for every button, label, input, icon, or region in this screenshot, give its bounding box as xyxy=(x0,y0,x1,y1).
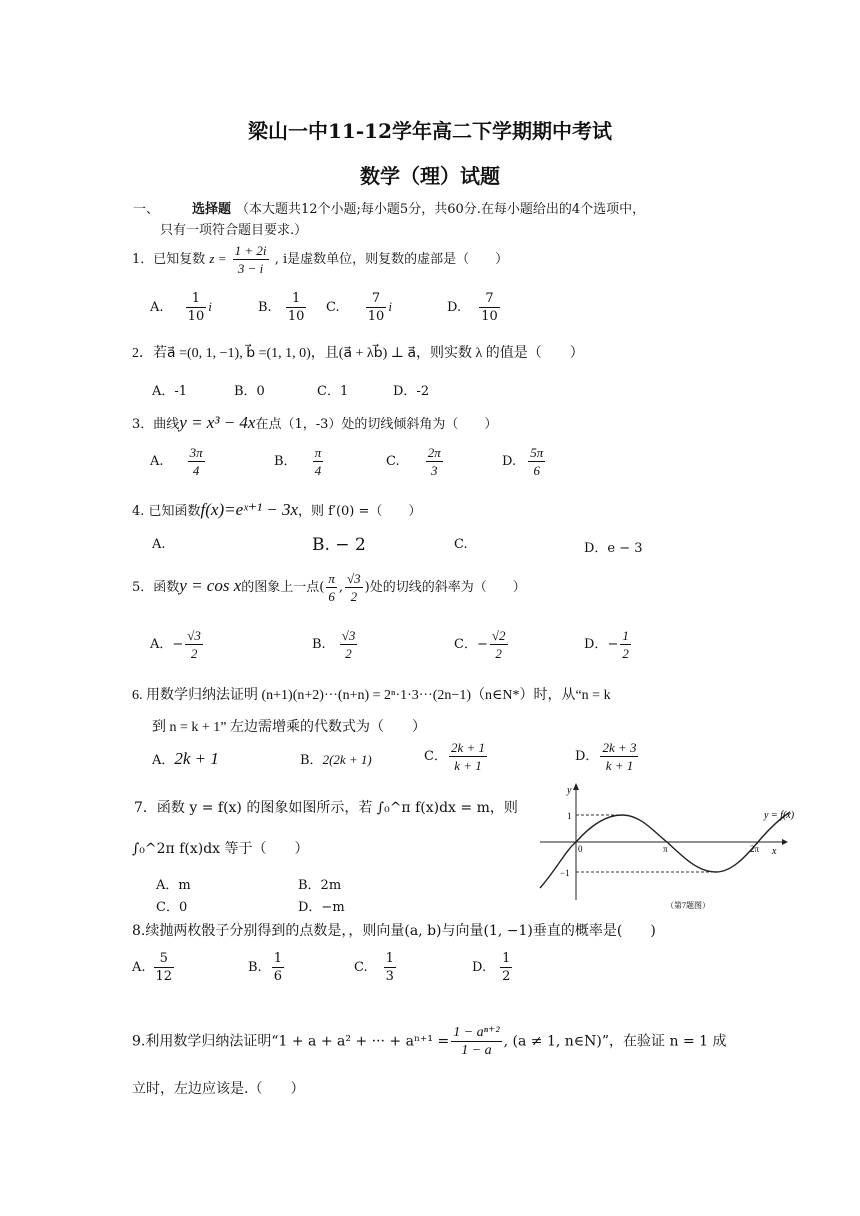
section-name: 选择题 xyxy=(192,202,232,217)
question-6-line-1: 6. 用数学归纳法证明 (n+1)(n+2)···(n+n) = 2ⁿ·1·3···(2n−1)（n∈N*）时，从“n = k xyxy=(132,688,611,703)
q3-option-b[interactable]: B． $\frac{\pi}{4}$ xyxy=(274,445,322,478)
q7-function-graph xyxy=(536,780,816,915)
section-desc-2: 只有一项符合题目要求.） xyxy=(160,223,308,238)
y-axis-label: y xyxy=(567,785,572,796)
q3-option-d[interactable]: D. $\frac{5\pi}{6}$ xyxy=(502,445,544,478)
x-axis-arrow xyxy=(782,839,788,845)
q5-option-b[interactable]: B. $\frac{√3}{2}$ xyxy=(312,628,356,661)
page-subtitle: 数学（理）试题 xyxy=(360,164,500,188)
q3-option-c[interactable]: C. $\frac{2\pi}{3}$ xyxy=(386,445,441,478)
tick-1: 1 xyxy=(567,811,572,821)
page-title: 梁山一中11-12学年高二下学期期中考试 xyxy=(248,119,612,143)
section-desc-1: （本大题共12个小题;每小题5分，共60分.在每小题给出的4个选项中， xyxy=(236,202,646,217)
q5-option-d[interactable]: D．− $\frac{1}{2}$ xyxy=(584,628,629,661)
question-8: 8.续抛两枚骰子分别得到的点数是，，则向量(a, b)与向量(1, −1)垂直的概率是( ) xyxy=(132,923,656,939)
question-5: 5．函数y = cos x的图象上一点( $\frac{\pi}{6}$ , $\frac{√3}{2}$ )处的切线的斜率为（ ） xyxy=(132,571,526,604)
q8-option-a[interactable]: A. $\frac{5}{12}$ xyxy=(132,951,173,984)
q8-option-b[interactable]: B. $\frac{1}{6}$ xyxy=(248,951,282,984)
q4-option-c[interactable]: C. xyxy=(454,537,468,552)
q8-option-c[interactable]: C. $\frac{1}{3}$ xyxy=(354,951,394,984)
question-3: 3．曲线y = x³ − 4x在点（1，-3）处的切线倾斜角为（ ） xyxy=(132,413,498,432)
tick-2pi: 2π xyxy=(750,844,760,854)
origin-label: 0 xyxy=(578,844,583,854)
question-9-line-2: 立时，左边应该是.（ ） xyxy=(132,1081,305,1097)
q4-option-b[interactable]: B. − 2 xyxy=(312,535,366,555)
q6-option-d[interactable]: D． $\frac{2k + 3}{k + 1}$ xyxy=(575,740,637,773)
tick-pi: π xyxy=(663,844,668,854)
q4-option-a[interactable]: A. xyxy=(152,537,166,552)
figure-caption: （第7题图） xyxy=(666,901,710,910)
q2-option-a[interactable]: A．-1 xyxy=(152,384,188,399)
q1-option-c[interactable]: C. $\frac{7}{10}$ i xyxy=(326,291,392,324)
q2-option-c[interactable]: C．1 xyxy=(317,384,349,399)
question-2: 2．若a⃗ =(0, 1, −1), b⃗ =(1, 1, 0)，且(a⃗ + λb⃗) ⊥ a⃗，则实数 λ 的值是（ ） xyxy=(132,346,584,361)
curve-label: y = f(x) xyxy=(764,810,795,821)
question-4: 4. 已知函数f(x)=eˣ⁺¹ − 3x，则 f′(0) =（ ） xyxy=(132,500,422,519)
question-1: 1．已知复数 z = $\frac{1 + 2i}{3 - i}$ , i是虚数单位，则复数的虚部是（ ） xyxy=(132,243,509,276)
q7-option-d[interactable]: D．−m xyxy=(298,900,345,915)
q7-option-b[interactable]: B．2m xyxy=(298,878,342,893)
q4-option-d[interactable]: D．e − 3 xyxy=(584,541,643,556)
q1-option-b[interactable]: B. $\frac{1}{10}$ xyxy=(258,291,305,324)
q5-option-c[interactable]: C．− $\frac{√2}{2}$ xyxy=(454,628,506,661)
q6-option-c[interactable]: C． $\frac{2k + 1}{k + 1}$ xyxy=(424,740,485,773)
question-7-line-2: ∫₀^2π f(x)dx 等于（ ） xyxy=(132,841,309,857)
q1-option-d[interactable]: D. $\frac{7}{10}$ xyxy=(447,291,498,324)
q6-option-a[interactable]: A．2k + 1 xyxy=(152,749,219,768)
question-9: 9.利用数学归纳法证明“1 + a + a² + ··· + aⁿ⁺¹ = $\frac{\text{1 − aⁿ⁺²}}{1 - a}$ , (a ≠ 1, n∈N)”，在验证 n = 1 成 xyxy=(132,1025,727,1058)
x-axis-label: x xyxy=(772,846,777,857)
q7-option-c[interactable]: C．0 xyxy=(156,900,188,915)
y-axis-arrow xyxy=(573,783,579,790)
q8-option-d[interactable]: D. $\frac{1}{2}$ xyxy=(472,951,511,984)
q2-option-b[interactable]: B．0 xyxy=(234,384,265,399)
q3-option-a[interactable]: A. $\frac{3\pi}{4}$ xyxy=(150,445,203,478)
q1-option-a[interactable]: A. $\frac{1}{10}$ i xyxy=(150,291,212,324)
section-number: 一、 xyxy=(133,202,160,217)
q2-option-d[interactable]: D．-2 xyxy=(393,384,430,399)
question-6-line-2: 到 n = k + 1” 左边需增乘的代数式为（ ） xyxy=(152,720,427,735)
q6-option-b[interactable]: B．2(2k + 1) xyxy=(300,752,372,768)
q7-option-a[interactable]: A．m xyxy=(156,878,191,893)
question-7-line-1: 7．函数 y = f(x) 的图象如图所示，若 ∫₀^π f(x)dx = m，则 xyxy=(134,800,518,816)
tick-minus-1: −1 xyxy=(560,868,570,878)
q5-option-a[interactable]: A．− $\frac{√3}{2}$ xyxy=(150,628,201,661)
